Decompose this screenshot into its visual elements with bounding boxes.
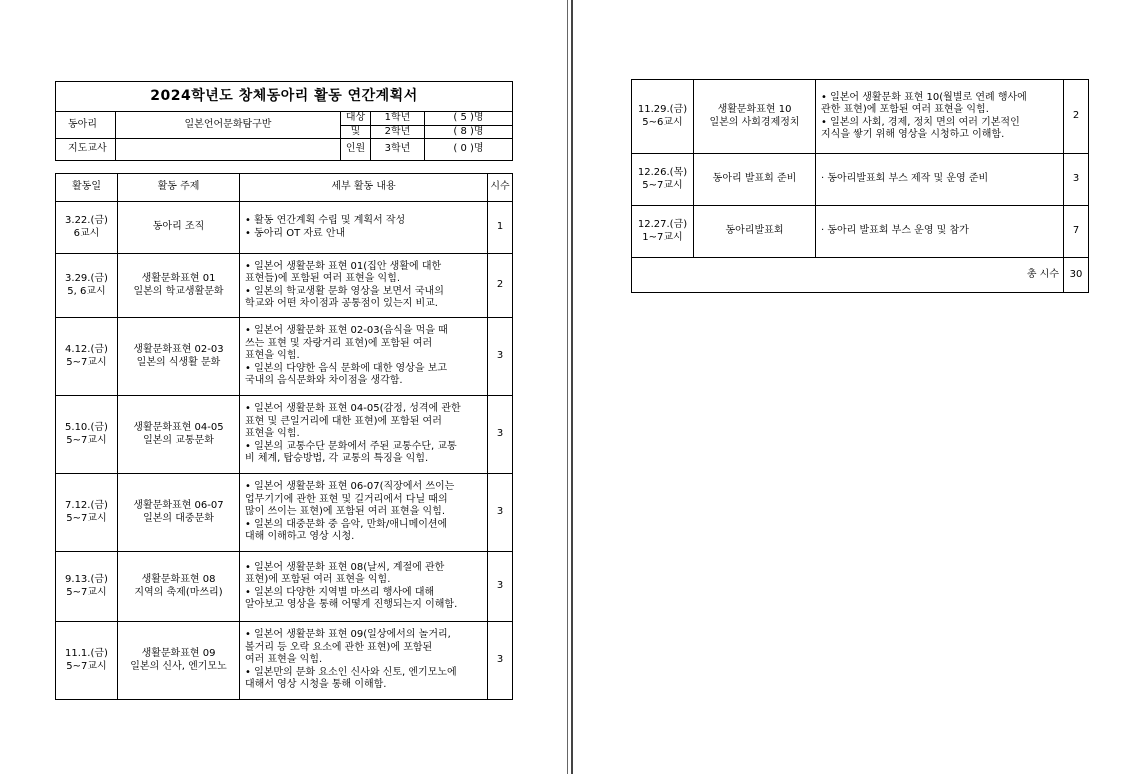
total-row <box>632 258 1089 293</box>
row-theme <box>118 318 240 396</box>
grade-2-count: ( 8 )명 <box>425 125 513 139</box>
row-details <box>816 206 1064 258</box>
table-row <box>632 206 1089 258</box>
grade-3-label: 3학년 <box>371 139 425 161</box>
row-details-text: • 일본어 생활문화 표현 02-03(음식을 먹을 때 쓰는 표현 및 자랑거리 표현)에 포함된 여러 표현을 익힘. • 일본의 다양한 음식 문화에 대한 영상을 보고 국내의 음식문화와 차이점을 생각함. <box>245 325 448 387</box>
row-details-text: • 일본어 생활문화 표현 04-05(감정, 성격에 관한 표현 및 큰일거리에 대한 표현)에 포함된 여러 표현을 익힘. • 일본의 교통수단 문화에서 주된 교통수단, 교통 비 체계, 탑승방법, 각 교통의 특징을 익힘. <box>245 403 461 465</box>
row-hours-text: 2 <box>496 279 504 291</box>
row-date-text: 3.22.(금) 6교시 <box>65 215 108 239</box>
row-hours <box>488 396 513 474</box>
row-date <box>56 254 118 318</box>
row-date <box>56 622 118 700</box>
row-date-text: 11.29.(금) 5~6교시 <box>637 104 688 128</box>
row-theme <box>694 206 816 258</box>
table-row <box>56 474 513 552</box>
row-details <box>240 396 488 474</box>
row-hours <box>488 552 513 622</box>
document-title: 2024학년도 창체동아리 활동 연간계획서 <box>56 82 513 112</box>
row-theme-text: 동아리 조직 <box>152 221 205 233</box>
row-date <box>632 80 694 154</box>
table-row <box>56 202 513 254</box>
row-date-text: 12.27.(금) 1~7교시 <box>637 219 688 243</box>
header-theme: 활동 주제 <box>118 174 240 202</box>
table-row <box>56 552 513 622</box>
row-date <box>56 202 118 254</box>
row-theme-text: 생활문화표현 02-03 일본의 식생활 문화 <box>133 344 224 368</box>
table-row <box>632 154 1089 206</box>
row-theme-text: 생활문화표현 01 일본의 학교생활문화 <box>133 273 224 297</box>
target-label: 대상 <box>341 112 371 126</box>
plan-body-continued <box>632 80 1089 258</box>
table-row <box>632 80 1089 154</box>
row-details <box>240 622 488 700</box>
row-details <box>240 202 488 254</box>
document-page-left <box>0 0 565 774</box>
row-date <box>56 318 118 396</box>
header-details: 세부 활동 내용 <box>240 174 488 202</box>
teacher-label: 지도교사 <box>56 139 116 161</box>
row-hours <box>488 318 513 396</box>
row-hours <box>488 622 513 700</box>
row-hours-text: 3 <box>496 506 504 518</box>
club-name: 일본언어문화탐구반 <box>116 112 341 139</box>
row-hours-text: 7 <box>1072 225 1080 237</box>
row-theme-text: 동아리 발표회 준비 <box>712 173 797 185</box>
row-theme-text: 생활문화표현 04-05 일본의 교통문화 <box>133 422 224 446</box>
row-hours-text: 1 <box>496 221 504 233</box>
row-details <box>240 254 488 318</box>
row-details-text: · 동아리발표회 부스 제작 및 운영 준비 <box>821 173 989 185</box>
row-hours <box>488 474 513 552</box>
row-date-text: 4.12.(금) 5~7교시 <box>65 344 108 368</box>
row-hours-text: 3 <box>496 350 504 362</box>
document-page-right <box>575 0 1137 774</box>
row-theme <box>118 552 240 622</box>
row-theme <box>118 202 240 254</box>
row-date <box>632 206 694 258</box>
row-theme <box>118 474 240 552</box>
row-theme-text: 생활문화표현 09 일본의 신사, 엔기모노 <box>130 648 227 672</box>
row-theme <box>694 80 816 154</box>
table-header-row <box>56 174 513 202</box>
row-details-text: • 일본어 생활문화 표현 06-07(직장에서 쓰이는 업무기기에 관한 표현 및 길거리에서 다닐 때의 많이 쓰이는 표현)에 포함된 여러 표현을 익힘. • 일본의 대중문화 중 음악, 만화/애니메이션에 대해 이해하고 영상 시청. <box>245 481 455 543</box>
row-details-text: • 활동 연간계획 수립 및 계획서 작성 • 동아리 OT 자료 안내 <box>245 215 406 239</box>
row-hours-text: 3 <box>496 654 504 666</box>
table-row <box>56 254 513 318</box>
table-row <box>56 318 513 396</box>
row-details <box>240 552 488 622</box>
row-details <box>240 318 488 396</box>
row-theme-text: 생활문화표현 10 일본의 사회경제정치 <box>709 104 800 128</box>
row-hours <box>1064 80 1089 154</box>
row-details-text: · 동아리 발표회 부스 운영 및 참가 <box>821 225 969 237</box>
grade-2-label: 2학년 <box>371 125 425 139</box>
row-hours <box>488 202 513 254</box>
row-details <box>816 154 1064 206</box>
total-label: 총 시수 <box>632 258 1064 293</box>
row-date-text: 11.1.(금) 5~7교시 <box>65 648 108 672</box>
row-theme <box>118 622 240 700</box>
row-theme <box>694 154 816 206</box>
row-date-text: 9.13.(금) 5~7교시 <box>65 574 108 598</box>
grade-1-label: 1학년 <box>371 112 425 126</box>
row-hours-text: 3 <box>1072 173 1080 185</box>
page-gutter <box>565 0 575 774</box>
row-date-text: 7.12.(금) 5~7교시 <box>65 500 108 524</box>
row-details <box>816 80 1064 154</box>
row-date-text: 5.10.(금) 5~7교시 <box>65 422 108 446</box>
row-hours <box>1064 206 1089 258</box>
row-date-text: 12.26.(목) 5~7교시 <box>637 167 688 191</box>
header-hours: 시수 <box>488 174 513 202</box>
row-theme <box>118 396 240 474</box>
row-hours-text: 3 <box>496 428 504 440</box>
row-hours-text: 2 <box>1072 110 1080 122</box>
table-row <box>56 396 513 474</box>
row-details-text: • 일본어 생활문화 표현 09(일상에서의 놀거리, 볼거리 등 오락 요소에 관한 표현)에 포함된 여러 표현을 익힘. • 일본만의 문화 요소인 신사와 신토, 엔기모노에 대해서 영상 시청을 통해 이해함. <box>245 629 457 691</box>
row-details-text: • 일본어 생활문화 표현 01(집안 생활에 대한 표현들)에 포함된 여러 표현을 익힘. • 일본의 학교생활 문화 영상을 보면서 국내의 학교와 어떤 차이점과 공통점이 있는지 비교. <box>245 260 444 309</box>
table-row <box>56 622 513 700</box>
row-hours <box>1064 154 1089 206</box>
headcount-label: 인원 <box>341 139 371 161</box>
row-theme-text: 생활문화표현 06-07 일본의 대중문화 <box>133 500 224 524</box>
teacher-name <box>116 139 341 161</box>
and-label: 및 <box>341 125 371 139</box>
row-theme <box>118 254 240 318</box>
row-hours <box>488 254 513 318</box>
club-label: 동아리 <box>56 112 116 139</box>
row-date <box>56 552 118 622</box>
row-theme-text: 동아리발표회 <box>725 225 784 237</box>
plan-body <box>56 202 513 700</box>
row-details <box>240 474 488 552</box>
total-hours: 30 <box>1064 258 1089 293</box>
row-date-text: 3.29.(금) 5, 6교시 <box>65 273 108 297</box>
gutter-line-2 <box>571 0 573 774</box>
row-hours-text: 3 <box>496 580 504 592</box>
grade-1-count: ( 5 )명 <box>425 112 513 126</box>
row-date <box>56 474 118 552</box>
row-date <box>56 396 118 474</box>
row-details-text: • 일본어 생활문화 표현 10(월별로 연례 행사에 관한 표현)에 포함된 여러 표현을 익힘. • 일본의 사회, 경제, 정치 면의 여러 기본적인 지식을 쌓기 위해 영상을 시청하고 이해함. <box>821 91 1027 140</box>
row-theme-text: 생활문화표현 08 지역의 축제(마쓰리) <box>134 574 223 598</box>
row-date <box>632 154 694 206</box>
gutter-line <box>567 0 568 774</box>
row-details-text: • 일본어 생활문화 표현 08(날씨, 계절에 관한 표현)에 포함된 여러 표현을 익힘. • 일본의 다양한 지역별 마쓰리 행사에 대해 알아보고 영상을 통해 어떻게 진행되는지 이해함. <box>245 561 458 610</box>
activity-plan-table-continued <box>631 79 1089 293</box>
activity-plan-table <box>55 173 513 700</box>
grade-3-count: ( 0 )명 <box>425 139 513 161</box>
header-date: 활동일 <box>56 174 118 202</box>
club-info-table <box>55 81 513 161</box>
